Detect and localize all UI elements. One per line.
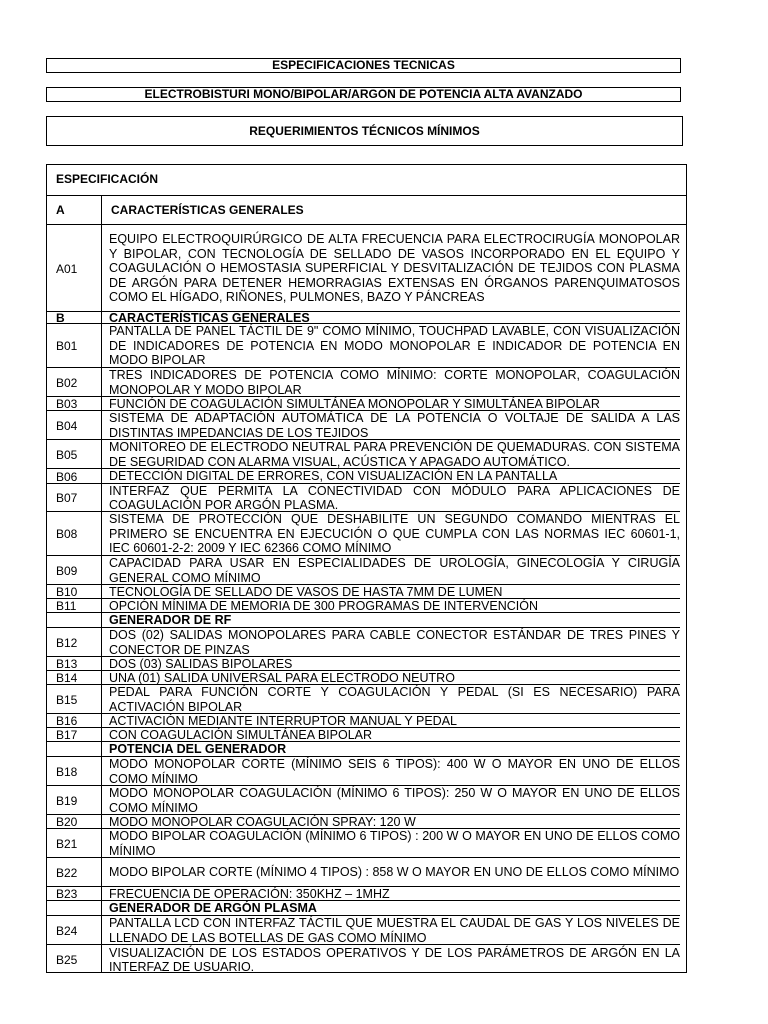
spec-row (47, 786, 686, 815)
spec-row (47, 657, 686, 671)
spec-description: DETECCIÓN DIGITAL DE ERRORES, CON VISUALIZACIÓN EN LA PANTALLA (109, 469, 558, 484)
spec-code: B17 (56, 728, 78, 742)
spec-description: FUNCIÓN DE COAGULACIÓN SIMULTÁNEA MONOPOLAR Y SIMULTÁNEA BIPOLAR (109, 396, 600, 411)
spec-code: B09 (56, 563, 78, 578)
spec-description: DOS (03) SALIDAS BIPOLARES (109, 656, 293, 671)
spec-description: MODO BIPOLAR CORTE (MÍNIMO 4 TIPOS) : 858 W O MAYOR EN UNO DE ELLOS COMO MÍNIMO (109, 865, 680, 880)
product-title: ELECTROBISTURI MONO/BIPOLAR/ARGON DE POTENCIA ALTA AVANZADO (46, 87, 681, 102)
spec-code: B06 (56, 469, 78, 484)
spec-row (47, 829, 686, 858)
spec-description: MODO MONOPOLAR COAGULACIÓN SPRAY: 120 W (109, 814, 416, 829)
spec-description: INTERFAZ QUE PERMITA LA CONECTIVIDAD CON MÓDULO PARA APLICACIONES DE COAGULACIÓN POR ARGÓN PLASMA. (109, 483, 680, 512)
spec-description: UNA (01) SALIDA UNIVERSAL PARA ELECTRODO NEUTRO (109, 670, 455, 685)
spec-code: B14 (56, 671, 78, 685)
spec-code: B12 (56, 635, 78, 650)
spec-row (47, 225, 686, 312)
spec-code: B22 (56, 865, 78, 880)
requirements-title: REQUERIMIENTOS TÉCNICOS MÍNIMOS (46, 116, 683, 146)
doc-title: ESPECIFICACIONES TECNICAS (46, 58, 681, 73)
spec-code: B18 (56, 764, 78, 779)
spec-code: A01 (56, 261, 78, 276)
spec-row (47, 368, 686, 397)
spec-description: DOS (02) SALIDAS MONOPOLARES PARA CABLE CONECTOR ESTÁNDAR DE TRES PINES Y CONECTOR DE PINZAS (109, 628, 680, 657)
spec-row (47, 901, 686, 916)
spec-table-header: ESPECIFICACIÓN (47, 165, 686, 196)
spec-row (47, 945, 686, 975)
spec-code: B04 (56, 418, 78, 433)
spec-code: A (56, 203, 65, 217)
spec-description: SISTEMA DE PROTECCIÓN QUE DESHABILITE UN SEGUNDO COMANDO MIENTRAS EL PRIMERO SE ENCUENTRA EN EJECUCIÓN O QUE CUMPLA CON LAS NORMAS IEC 60601-1, IEC 60601-2-2: 2009 Y IEC 62366 COMO MÍNIMO (109, 512, 680, 556)
spec-row (47, 858, 686, 887)
spec-description: CAPACIDAD PARA USAR EN ESPECIALIDADES DE UROLOGÍA, GINECOLOGÍA Y CIRUGÍA GENERAL COMO MÍNIMO (109, 556, 680, 585)
spec-code: B19 (56, 793, 78, 808)
spec-code: B21 (56, 836, 78, 851)
spec-description: POTENCIA DEL GENERADOR (109, 742, 287, 757)
spec-row (47, 742, 686, 757)
spec-code: B05 (56, 447, 78, 462)
spec-code (47, 613, 102, 628)
spec-row (47, 411, 686, 440)
spec-row (47, 757, 686, 786)
spec-description: EQUIPO ELECTROQUIRÚRGICO DE ALTA FRECUENCIA PARA ELECTROCIRUGÍA MONOPOLAR Y BIPOLAR, CON TECNOLOGÍA DE SELLADO DE VASOS INCORPORADO EN EL EQUIPO Y COAGULACIÓN O HEMOSTASIA SUPERFICIAL Y DESVITALIZACIÓN DE TEJIDOS CON PLASMA DE ARGÓN PARA DETENER HEMORRAGIAS EXTENSAS EN ÓRGANOS PARENQUIMATOSOS COMO EL HÍGADO, RIÑONES, PULMONES, BAZO Y PÁNCREAS (109, 232, 680, 305)
spec-code: B25 (56, 953, 78, 967)
spec-row (47, 628, 686, 657)
spec-row (47, 484, 686, 512)
spec-description: TRES INDICADORES DE POTENCIA COMO MÍNIMO: CORTE MONOPOLAR, COAGULACIÓN MONOPOLAR Y MODO BIPOLAR (109, 368, 680, 397)
spec-row (47, 397, 686, 411)
spec-code: B11 (56, 599, 77, 613)
spec-row (47, 585, 686, 599)
spec-code: B24 (56, 923, 78, 938)
spec-row (47, 671, 686, 685)
spec-description: GENERADOR DE RF (109, 613, 232, 628)
spec-description: FRECUENCIA DE OPERACIÓN: 350KHZ – 1MHZ (109, 886, 390, 901)
spec-description: ACTIVACIÓN MEDIANTE INTERRUPTOR MANUAL Y PEDAL (109, 713, 457, 728)
spec-row (47, 440, 686, 469)
spec-code: B20 (56, 815, 78, 829)
spec-row (47, 324, 686, 368)
spec-code: B01 (56, 339, 78, 353)
spec-code: B16 (56, 714, 78, 728)
spec-description: MODO MONOPOLAR CORTE (MÍNIMO SEIS 6 TIPOS): 400 W O MAYOR EN UNO DE ELLOS COMO MÍNIMO (109, 757, 680, 786)
spec-description: PANTALLA LCD CON INTERFAZ TÁCTIL QUE MUESTRA EL CAUDAL DE GAS Y LOS NIVELES DE LLENADO DE LAS BOTELLAS DE GAS COMO MÍNIMO (109, 916, 680, 945)
spec-row (47, 195, 686, 225)
spec-code: B15 (56, 692, 78, 707)
spec-description: SISTEMA DE ADAPTACIÓN AUTOMÁTICA DE LA POTENCIA O VOLTAJE DE SALIDA A LAS DISTINTAS IMPEDANCIAS DE LOS TEJIDOS (109, 411, 680, 440)
spec-row (47, 469, 686, 484)
spec-row (47, 815, 686, 829)
spec-description: PANTALLA DE PANEL TÁCTIL DE 9" COMO MÍNIMO, TOUCHPAD LAVABLE, CON VISUALIZACIÓN DE INDICADORES DE POTENCIA EN MODO MONOPOLAR E INDICADOR DE POTENCIA EN MODO BIPOLAR (109, 324, 680, 368)
spec-description: GENERADOR DE ARGÓN PLASMA (109, 901, 317, 916)
spec-row (47, 916, 686, 945)
spec-code: B02 (56, 375, 78, 390)
spec-code: B23 (56, 887, 78, 901)
spec-description: MODO BIPOLAR COAGULACIÓN (MÍNIMO 6 TIPOS) : 200 W O MAYOR EN UNO DE ELLOS COMO MÍNIMO (109, 829, 680, 858)
spec-description: TECNOLOGÍA DE SELLADO DE VASOS DE HASTA 7MM DE LUMEN (109, 584, 503, 599)
spec-row (47, 599, 686, 613)
spec-row (47, 556, 686, 585)
spec-description: VISUALIZACIÓN DE LOS ESTADOS OPERATIVOS Y DE LOS PARÁMETROS DE ARGÓN EN LA INTERFAZ DE USUARIO. (109, 945, 680, 974)
spec-description: CARACTERÍSTICAS GENERALES (109, 310, 310, 325)
spec-description: OPCIÓN MÍNIMA DE MEMORIA DE 300 PROGRAMAS DE INTERVENCIÓN (109, 598, 539, 613)
spec-code: B13 (56, 657, 78, 671)
spec-code: B08 (56, 527, 78, 541)
spec-table (46, 164, 687, 973)
spec-row (47, 512, 686, 556)
spec-code: B (56, 311, 65, 325)
spec-row (47, 613, 686, 628)
spec-code: B10 (56, 585, 78, 599)
spec-row (47, 685, 686, 714)
spec-description: MODO MONOPOLAR COAGULACIÓN (MÍNIMO 6 TIPOS): 250 W O MAYOR EN UNO DE ELLOS COMO MÍNIMO (109, 786, 680, 815)
spec-code: B03 (56, 397, 78, 411)
spec-code: B07 (56, 491, 78, 505)
spec-description: CON COAGULACIÓN SIMULTÁNEA BIPOLAR (109, 727, 373, 742)
spec-row (47, 312, 686, 324)
spec-table-body (47, 195, 686, 972)
spec-row (47, 714, 686, 728)
spec-description: CARACTERÍSTICAS GENERALES (111, 202, 304, 217)
spec-code (47, 901, 102, 916)
spec-row (47, 728, 686, 742)
spec-description: MONITOREO DE ELECTRODO NEUTRAL PARA PREVENCIÓN DE QUEMADURAS. CON SISTEMA DE SEGURIDAD CON ALARMA VISUAL, ACÚSTICA Y APAGADO AUTOMÁTICO. (109, 440, 680, 469)
spec-code (47, 742, 102, 757)
spec-row (47, 887, 686, 901)
spec-description: PEDAL PARA FUNCIÓN CORTE Y COAGULACIÓN Y PEDAL (SI ES NECESARIO) PARA ACTIVACIÓN BIPOLAR (109, 685, 680, 714)
